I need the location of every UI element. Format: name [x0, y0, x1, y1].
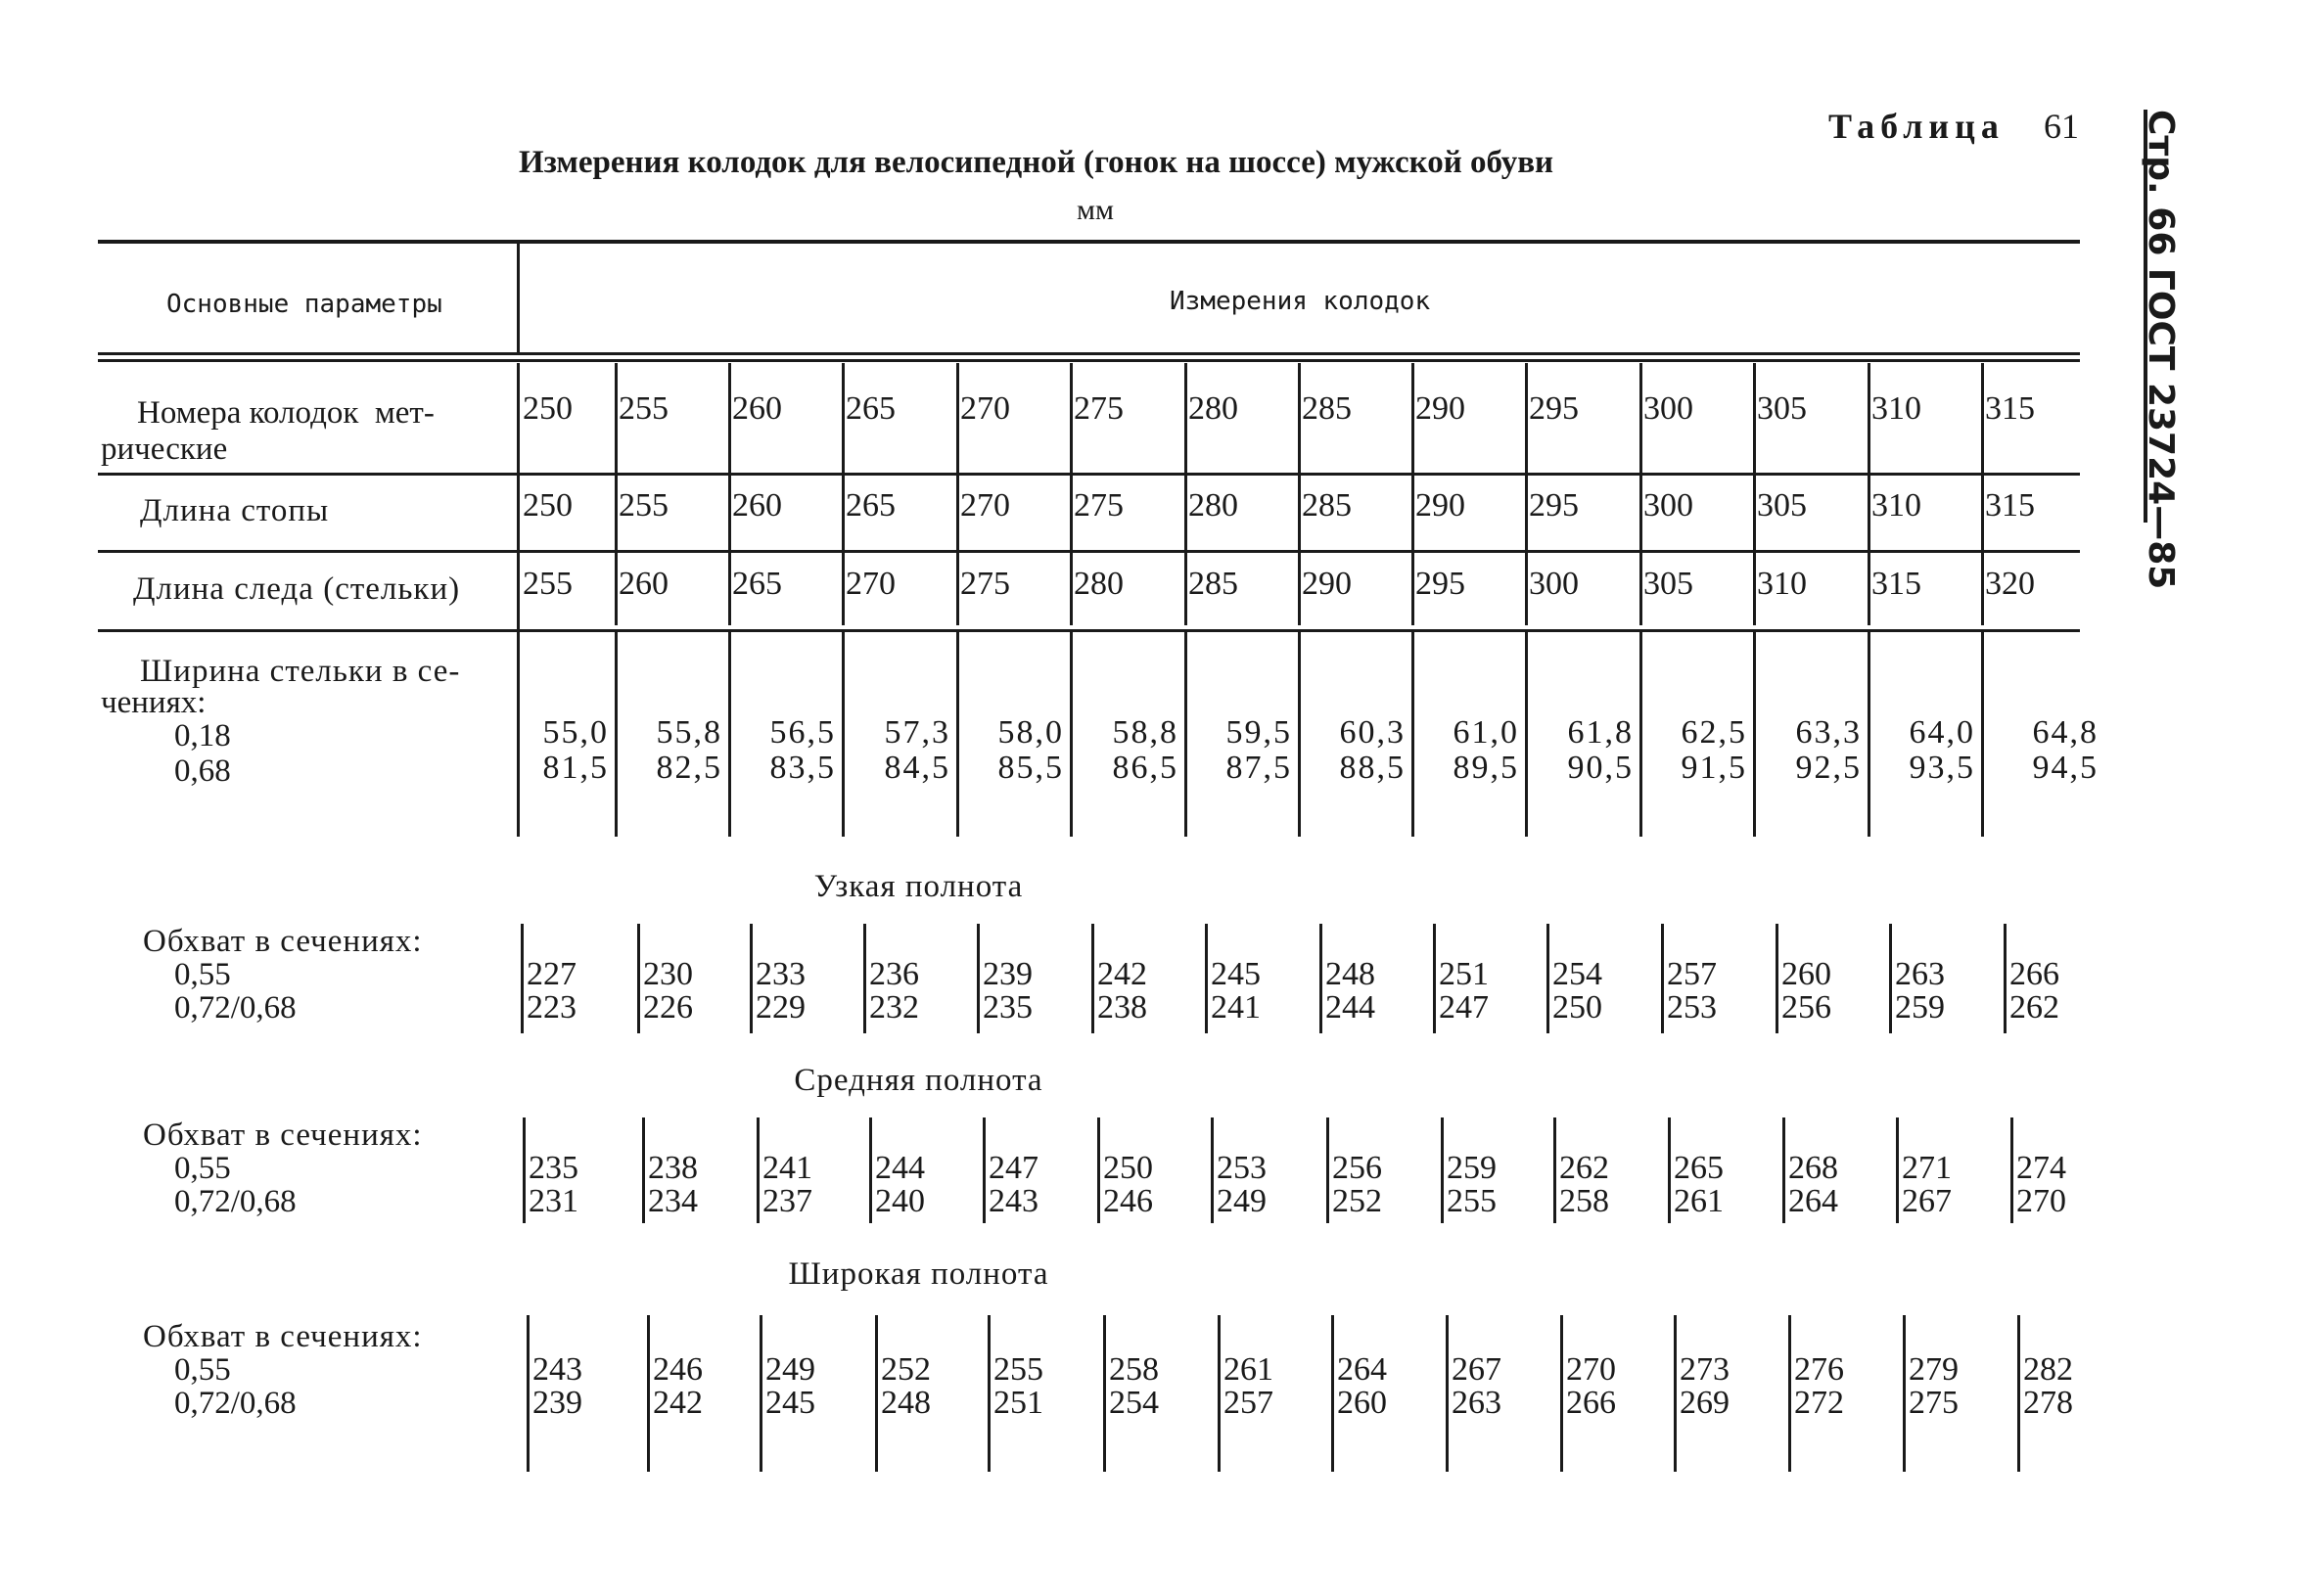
width-value-068: 81,5	[542, 750, 609, 786]
section-cell-divider	[1433, 924, 1436, 1033]
page-title-text: Измерения колодок для велосипедной (гонок на шоссе) мужской обуви	[518, 145, 1554, 180]
table-cell: 280	[1188, 390, 1238, 427]
section-value-055: 246	[653, 1351, 703, 1388]
width-cell-divider	[728, 631, 731, 837]
table-cell: 290	[1415, 487, 1465, 524]
section-value-055: 261	[1223, 1351, 1273, 1388]
section-sub-072: 0,72/0,68	[174, 990, 297, 1026]
col-header-params: Основные параметры	[166, 290, 442, 319]
width-cell-divider	[1868, 631, 1870, 837]
section-title	[0, 1063, 2307, 1099]
width-value-068: 86,5	[1112, 750, 1178, 786]
width-value-018: 55,0	[542, 714, 609, 751]
table-cell: 250	[523, 390, 573, 427]
table-cell: 285	[1302, 487, 1352, 524]
section-value-055: 279	[1909, 1351, 1959, 1388]
table-cell: 270	[846, 566, 896, 602]
width-value-068: 90,5	[1567, 750, 1634, 786]
cell-divider	[1981, 538, 1984, 625]
section-value-055: 253	[1217, 1150, 1267, 1186]
section-value-055: 255	[993, 1351, 1043, 1388]
section-cell-divider	[1091, 924, 1094, 1033]
section-value-072: 266	[1566, 1385, 1616, 1421]
section-cell-divider	[2010, 1117, 2013, 1223]
width-cell-divider	[1298, 631, 1301, 837]
section-value-072: 232	[869, 989, 919, 1026]
width-value-018: 59,5	[1225, 714, 1292, 751]
section-value-055: 271	[1902, 1150, 1952, 1186]
row-label-divider	[517, 363, 520, 473]
section-value-055: 270	[1566, 1351, 1616, 1388]
section-value-072: 226	[643, 989, 693, 1026]
section-value-072: 240	[875, 1183, 925, 1219]
cell-divider	[1070, 460, 1073, 546]
table-cell: 260	[732, 390, 782, 427]
section-cell-divider	[1782, 1117, 1785, 1223]
section-value-055: 262	[1559, 1150, 1609, 1186]
width-value-068: 89,5	[1453, 750, 1519, 786]
section-cell-divider	[760, 1315, 762, 1472]
section-value-072: 239	[532, 1385, 582, 1421]
cell-divider	[1298, 363, 1301, 469]
section-value-072: 244	[1325, 989, 1375, 1026]
table-cell: 295	[1415, 566, 1465, 602]
width-value-018: 61,8	[1567, 714, 1634, 751]
section-value-055: 238	[648, 1150, 698, 1186]
table-cell: 280	[1074, 566, 1124, 602]
table-cell: 265	[846, 390, 896, 427]
section-cell-divider	[1896, 1117, 1899, 1223]
section-cell-divider	[750, 924, 753, 1033]
section-cell-divider	[521, 924, 524, 1033]
section-value-072: 262	[2009, 989, 2059, 1026]
cell-divider	[615, 460, 618, 546]
cell-divider	[1868, 538, 1870, 625]
section-value-072: 252	[1332, 1183, 1382, 1219]
section-value-072: 269	[1680, 1385, 1730, 1421]
cell-divider	[956, 460, 959, 546]
header-bottom-rule-1	[98, 352, 2080, 355]
width-cell-divider	[1411, 631, 1414, 837]
table-cell: 305	[1757, 487, 1807, 524]
table-cell: 295	[1529, 487, 1579, 524]
section-cell-divider	[988, 1315, 991, 1472]
table-cell: 275	[1074, 487, 1124, 524]
cell-divider	[1525, 538, 1528, 625]
table-cell: 300	[1529, 566, 1579, 602]
row-label-last-numbers	[137, 395, 435, 431]
section-cell-divider	[1331, 1315, 1334, 1472]
section-cell-divider	[757, 1117, 760, 1223]
table-cell: 300	[1643, 487, 1693, 524]
section-value-072: 267	[1902, 1183, 1952, 1219]
table-cell: 255	[619, 487, 669, 524]
section-label: Обхват в сечениях:	[143, 1319, 423, 1354]
section-label: Обхват в сечениях:	[143, 924, 423, 959]
table-cell: 250	[523, 487, 573, 524]
section-value-055: 257	[1667, 956, 1717, 992]
section-cell-divider	[1218, 1315, 1221, 1472]
section-cell-divider	[1211, 1117, 1214, 1223]
section-value-072: 237	[762, 1183, 812, 1219]
section-value-055: 233	[756, 956, 806, 992]
section-value-072: 235	[983, 989, 1033, 1026]
section-cell-divider	[642, 1117, 645, 1223]
section-value-055: 258	[1109, 1351, 1159, 1388]
width-cell-divider	[1070, 631, 1073, 837]
width-value-018: 60,3	[1339, 714, 1406, 751]
section-value-072: 249	[1217, 1183, 1267, 1219]
section-value-055: 243	[532, 1351, 582, 1388]
cell-divider	[728, 538, 731, 625]
cell-divider	[1411, 363, 1414, 469]
section-value-072: 255	[1447, 1183, 1497, 1219]
width-value-068: 84,5	[884, 750, 950, 786]
table-cell: 305	[1643, 566, 1693, 602]
section-cell-divider	[637, 924, 640, 1033]
section-title-text: Средняя полнота	[794, 1063, 1043, 1098]
section-value-072: 245	[765, 1385, 815, 1421]
section-value-055: 263	[1895, 956, 1945, 992]
cell-divider	[1411, 460, 1414, 546]
section-value-072: 257	[1223, 1385, 1273, 1421]
table-cell: 310	[1871, 487, 1921, 524]
section-title	[0, 1256, 2307, 1293]
section-sub-055: 0,55	[174, 1352, 231, 1388]
row-label-divider	[517, 538, 520, 629]
section-cell-divider	[1097, 1117, 1100, 1223]
section-value-072: 256	[1781, 989, 1831, 1026]
width-value-018: 64,0	[1909, 714, 1975, 751]
row-label-line: Номера колодок мет-	[137, 395, 435, 431]
width-label-divider	[517, 631, 520, 837]
section-value-072: 223	[527, 989, 577, 1026]
section-value-055: 227	[527, 956, 577, 992]
section-cell-divider	[2017, 1315, 2020, 1472]
width-value-068: 92,5	[1795, 750, 1862, 786]
cell-divider	[615, 538, 618, 625]
width-value-068: 82,5	[656, 750, 722, 786]
cell-divider	[1184, 363, 1187, 469]
side-page-reference	[2134, 110, 2192, 590]
table-cell: 315	[1985, 390, 2035, 427]
section-value-072: 250	[1552, 989, 1602, 1026]
cell-divider	[1525, 460, 1528, 546]
table-cell: 255	[619, 390, 669, 427]
section-value-072: 231	[529, 1183, 578, 1219]
section-title-text: Широкая полнота	[788, 1256, 1049, 1292]
table-cell: 265	[846, 487, 896, 524]
section-value-055: 248	[1325, 956, 1375, 992]
table-top-rule	[98, 240, 2080, 244]
table-cell: 255	[523, 566, 573, 602]
width-value-068: 87,5	[1225, 750, 1292, 786]
row-rule	[98, 473, 2080, 476]
section-cell-divider	[983, 1117, 986, 1223]
section-title-text: Узкая полнота	[813, 869, 1024, 904]
width-value-068: 93,5	[1909, 750, 1975, 786]
width-cell-divider	[956, 631, 959, 837]
table-cell: 320	[1985, 566, 2035, 602]
row-label-last-numbers-cont: рические	[101, 432, 228, 467]
section-sub-072: 0,72/0,68	[174, 1386, 297, 1421]
width-value-068: 88,5	[1339, 750, 1406, 786]
table-cell: 270	[960, 487, 1010, 524]
table-cell: 260	[732, 487, 782, 524]
section-cell-divider	[1889, 924, 1892, 1033]
cell-divider	[1639, 460, 1642, 546]
cell-divider	[1981, 363, 1984, 469]
page-title	[0, 145, 2307, 181]
section-value-055: 235	[529, 1150, 578, 1186]
section-cell-divider	[1205, 924, 1208, 1033]
section-cell-divider	[527, 1315, 530, 1472]
width-value-018: 55,8	[656, 714, 722, 751]
section-value-055: 250	[1103, 1150, 1153, 1186]
table-cell: 275	[960, 566, 1010, 602]
section-cell-divider	[1788, 1315, 1791, 1472]
unit-label: мм	[1077, 194, 1114, 226]
section-value-055: 264	[1337, 1351, 1387, 1388]
row-rule	[98, 629, 2080, 632]
section-value-072: 248	[881, 1385, 931, 1421]
width-cell-divider	[842, 631, 845, 837]
section-value-055: 242	[1097, 956, 1147, 992]
section-value-072: 246	[1103, 1183, 1153, 1219]
cell-divider	[1753, 460, 1756, 546]
cell-divider	[1753, 538, 1756, 625]
col-header-measures: Измерения колодок	[1170, 287, 1431, 316]
section-value-072: 275	[1909, 1385, 1959, 1421]
table-cell: 305	[1757, 390, 1807, 427]
table-cell: 280	[1188, 487, 1238, 524]
section-value-072: 272	[1794, 1385, 1844, 1421]
section-title	[0, 869, 2307, 905]
section-value-072: 238	[1097, 989, 1147, 1026]
cell-divider	[1411, 538, 1414, 625]
width-value-018: 61,0	[1453, 714, 1519, 751]
width-value-018: 57,3	[884, 714, 950, 751]
cell-divider	[1981, 460, 1984, 546]
section-cell-divider	[1446, 1315, 1449, 1472]
section-cell-divider	[1776, 924, 1778, 1033]
table-cell: 285	[1302, 390, 1352, 427]
row-rule	[98, 550, 2080, 553]
section-value-055: 260	[1781, 956, 1831, 992]
section-value-072: 254	[1109, 1385, 1159, 1421]
section-cell-divider	[1103, 1315, 1106, 1472]
row-label-insole-width: Ширина стельки в се-	[140, 654, 461, 689]
table-cell: 265	[732, 566, 782, 602]
section-cell-divider	[523, 1117, 526, 1223]
cell-divider	[842, 363, 845, 469]
row-label-insole-length: Длина следа (стельки)	[133, 571, 461, 607]
section-value-055: 268	[1788, 1150, 1838, 1186]
width-value-068: 91,5	[1681, 750, 1747, 786]
table-cell: 310	[1871, 390, 1921, 427]
cell-divider	[1639, 538, 1642, 625]
section-value-055: 276	[1794, 1351, 1844, 1388]
table-cell: 300	[1643, 390, 1693, 427]
section-cell-divider	[875, 1315, 878, 1472]
section-value-055: 245	[1211, 956, 1261, 992]
section-value-055: 239	[983, 956, 1033, 992]
section-value-055: 241	[762, 1150, 812, 1186]
header-divider	[517, 244, 520, 353]
width-cell-divider	[1753, 631, 1756, 837]
section-value-072: 247	[1439, 989, 1489, 1026]
width-value-018: 58,0	[997, 714, 1064, 751]
section-cell-divider	[1546, 924, 1549, 1033]
row-sub-018: 0,18	[174, 718, 231, 753]
section-label: Обхват в сечениях:	[143, 1117, 423, 1153]
cell-divider	[1184, 538, 1187, 625]
width-cell-divider	[1184, 631, 1187, 837]
width-value-018: 56,5	[769, 714, 836, 751]
section-value-055: 252	[881, 1351, 931, 1388]
width-value-018: 63,3	[1795, 714, 1862, 751]
section-sub-055: 0,55	[174, 1151, 231, 1186]
section-value-072: 251	[993, 1385, 1043, 1421]
cell-divider	[1639, 363, 1642, 469]
width-cell-divider	[1981, 631, 1984, 837]
section-value-055: 244	[875, 1150, 925, 1186]
table-cell: 275	[1074, 390, 1124, 427]
section-value-072: 242	[653, 1385, 703, 1421]
section-cell-divider	[1560, 1315, 1563, 1472]
section-cell-divider	[1668, 1117, 1671, 1223]
cell-divider	[842, 460, 845, 546]
cell-divider	[1525, 363, 1528, 469]
cell-divider	[1298, 538, 1301, 625]
section-value-072: 243	[989, 1183, 1038, 1219]
section-cell-divider	[1674, 1315, 1677, 1472]
section-value-055: 256	[1332, 1150, 1382, 1186]
width-cell-divider	[615, 631, 618, 837]
width-value-068: 94,5	[2032, 750, 2099, 786]
section-value-055: 251	[1439, 956, 1489, 992]
row-label-divider	[517, 460, 520, 550]
section-cell-divider	[1661, 924, 1664, 1033]
table-cell: 295	[1529, 390, 1579, 427]
table-cell: 315	[1985, 487, 2035, 524]
width-value-018: 62,5	[1681, 714, 1747, 751]
section-value-072: 241	[1211, 989, 1261, 1026]
table-number: 61	[2044, 107, 2079, 146]
cell-divider	[728, 363, 731, 469]
table-cell: 285	[1188, 566, 1238, 602]
section-cell-divider	[1319, 924, 1322, 1033]
section-cell-divider	[869, 1117, 872, 1223]
table-cell: 270	[960, 390, 1010, 427]
section-value-072: 263	[1452, 1385, 1501, 1421]
section-value-055: 236	[869, 956, 919, 992]
section-value-055: 254	[1552, 956, 1602, 992]
section-value-055: 273	[1680, 1351, 1730, 1388]
cell-divider	[956, 538, 959, 625]
section-value-055: 230	[643, 956, 693, 992]
header-bottom-rule-2	[98, 359, 2080, 362]
row-label-insole-width-cont: чениях:	[101, 685, 207, 720]
cell-divider	[1753, 363, 1756, 469]
width-value-018: 64,8	[2032, 714, 2099, 751]
cell-divider	[1868, 363, 1870, 469]
table-cell: 310	[1757, 566, 1807, 602]
section-value-072: 264	[1788, 1183, 1838, 1219]
cell-divider	[1070, 538, 1073, 625]
width-value-068: 85,5	[997, 750, 1064, 786]
cell-divider	[1070, 363, 1073, 469]
cell-divider	[1184, 460, 1187, 546]
section-value-072: 259	[1895, 989, 1945, 1026]
section-value-055: 274	[2016, 1150, 2066, 1186]
cell-divider	[728, 460, 731, 546]
cell-divider	[1868, 460, 1870, 546]
section-value-055: 267	[1452, 1351, 1501, 1388]
section-cell-divider	[647, 1315, 650, 1472]
section-value-072: 258	[1559, 1183, 1609, 1219]
section-value-072: 260	[1337, 1385, 1387, 1421]
section-value-072: 234	[648, 1183, 698, 1219]
section-value-055: 247	[989, 1150, 1038, 1186]
width-value-018: 58,8	[1112, 714, 1178, 751]
section-value-055: 249	[765, 1351, 815, 1388]
table-label: Таблица	[1828, 107, 2005, 146]
section-cell-divider	[863, 924, 866, 1033]
section-cell-divider	[1553, 1117, 1556, 1223]
row-sub-068: 0,68	[174, 753, 231, 789]
section-value-072: 229	[756, 989, 806, 1026]
cell-divider	[1298, 460, 1301, 546]
section-value-055: 266	[2009, 956, 2059, 992]
section-value-055: 265	[1674, 1150, 1724, 1186]
section-value-072: 270	[2016, 1183, 2066, 1219]
table-cell: 290	[1302, 566, 1352, 602]
table-cell: 290	[1415, 390, 1465, 427]
table-cell: 260	[619, 566, 669, 602]
section-cell-divider	[1441, 1117, 1444, 1223]
width-cell-divider	[1525, 631, 1528, 837]
section-cell-divider	[2004, 924, 2007, 1033]
section-cell-divider	[1326, 1117, 1329, 1223]
row-label-foot-length: Длина стопы	[140, 493, 330, 528]
cell-divider	[615, 363, 618, 469]
cell-divider	[842, 538, 845, 625]
section-sub-055: 0,55	[174, 957, 231, 992]
section-value-055: 259	[1447, 1150, 1497, 1186]
side-page-reference-text: Стр. 66 ГОСТ 23724—85	[2141, 110, 2181, 590]
width-value-068: 83,5	[769, 750, 836, 786]
section-value-072: 253	[1667, 989, 1717, 1026]
section-value-055: 282	[2023, 1351, 2073, 1388]
section-value-072: 261	[1674, 1183, 1724, 1219]
section-cell-divider	[977, 924, 980, 1033]
table-cell: 315	[1871, 566, 1921, 602]
cell-divider	[956, 363, 959, 469]
width-cell-divider	[1639, 631, 1642, 837]
section-value-072: 278	[2023, 1385, 2073, 1421]
section-cell-divider	[1903, 1315, 1906, 1472]
section-sub-072: 0,72/0,68	[174, 1184, 297, 1219]
